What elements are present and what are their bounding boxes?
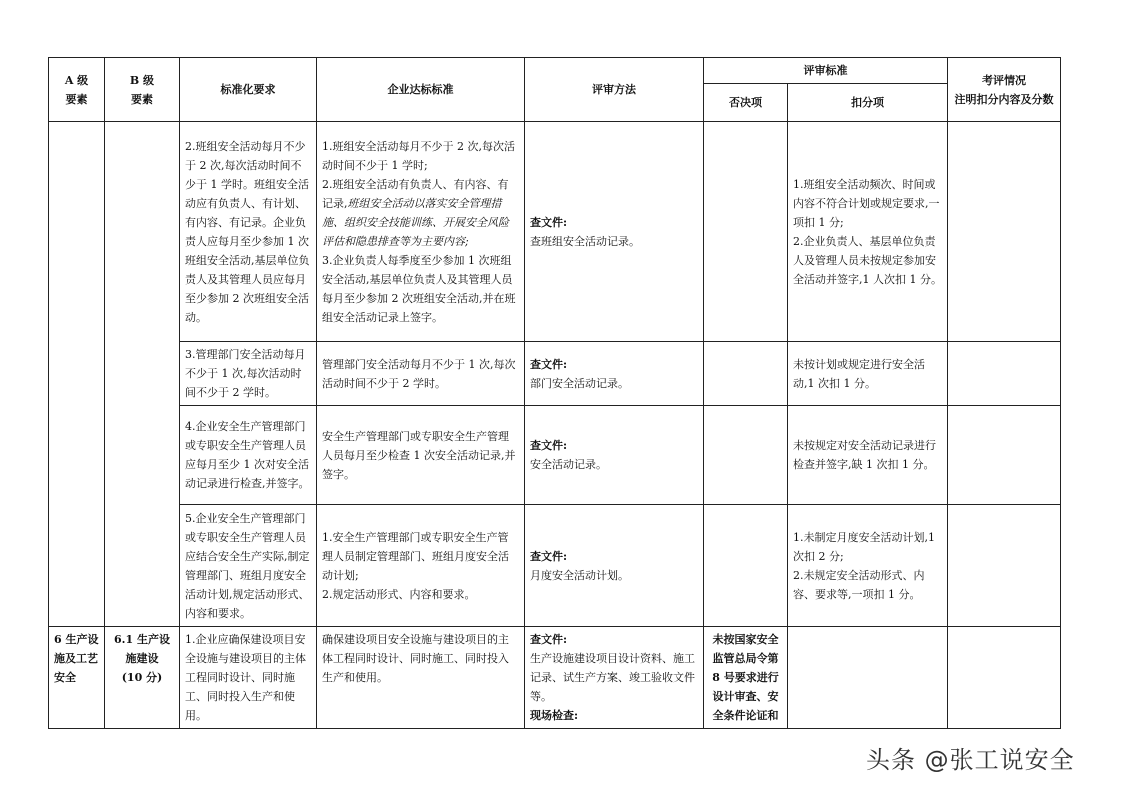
method-cell <box>525 342 704 406</box>
header-enterprise-standard: 企业达标标准 <box>317 58 525 122</box>
header-review-criteria: 评审标准 <box>704 58 948 84</box>
veto-cell <box>704 406 788 505</box>
method-label: 查文件: <box>530 357 568 371</box>
veto-cell <box>704 122 788 342</box>
table-row <box>49 342 1061 406</box>
method-cell <box>525 122 704 342</box>
a-level-cell: 6 生产设施及工艺安全 <box>49 627 105 729</box>
method-label: 查文件: <box>530 439 568 452</box>
standard-cell: 安全生产管理部门或专职安全生产管理人员每月至少检查 1 次安全活动记录,并签字。 <box>317 406 525 505</box>
table-row <box>49 627 1061 729</box>
table-row <box>49 505 1061 627</box>
requirement-cell: 4.企业安全生产管理部门或专职安全生产管理人员应每月至少 1 次对安全活动记录进行检查,并签字。 <box>180 406 317 505</box>
b-level-cell: 6.1 生产设施建设 (10 分) <box>105 627 180 729</box>
method-cell <box>525 406 704 505</box>
method-text: 生产设施建设项目设计资料、施工记录、试生产方案、竣工验收文件等。 <box>530 652 695 703</box>
watermark-text: 头条 @张工说安全 <box>866 746 1075 774</box>
standard-text: 1.班组安全活动每月不少于 2 次,每次活动时间不少于 1 学时; 2.班组安全活动有负责人、有内容、有记录, <box>322 139 515 210</box>
table-row <box>49 406 1061 505</box>
standard-cell: 管理部门安全活动每月不少于 1 次,每次活动时间不少于 2 学时。 <box>317 342 525 406</box>
method-label: 查文件: <box>530 549 568 563</box>
veto-cell <box>704 505 788 627</box>
veto-cell: 未按国家安全监管总局令第 8 号要求进行设计审查、安全条件论证和 <box>704 627 788 729</box>
standard-table <box>48 57 1061 729</box>
method-cell <box>525 627 704 729</box>
header-b-level: B 级 要素 <box>105 58 180 122</box>
header-review-method: 评审方法 <box>525 58 704 122</box>
method-label: 查文件: <box>530 633 568 646</box>
table-row <box>49 122 1061 342</box>
method-label-2: 现场检查: <box>530 709 579 722</box>
header-evaluation: 考评情况 注明扣分内容及分数 <box>948 58 1061 122</box>
veto-cell <box>704 342 788 406</box>
method-text: 月度安全活动计划。 <box>530 568 629 582</box>
evaluation-cell <box>948 505 1061 627</box>
header-requirement: 标准化要求 <box>180 58 317 122</box>
method-text: 查班组安全活动记录。 <box>530 234 640 248</box>
standard-text-3: 3.企业负责人每季度至少参加 1 次班组安全活动,基层单位负责人及其管理人员每月至少参加 2 次班组安全活动,并在班组安全活动记录上签字。 <box>322 253 516 324</box>
standard-cell: 确保建设项目安全设施与建设项目的主体工程同时设计、同时施工、同时投入生产和使用。 <box>317 627 525 729</box>
requirement-cell: 3.管理部门安全活动每月不少于 1 次,每次活动时间不少于 2 学时。 <box>180 342 317 406</box>
evaluation-cell <box>948 627 1061 729</box>
standard-italic-text: 班组安全活动以落实安全管理措施、组织安全技能训练、开展安全风险评估和隐患排查等为主要内容; <box>322 196 509 248</box>
deduction-cell: 1.未制定月度安全活动计划,1 次扣 2 分; 2.未规定安全活动形式、内容、要求等,一项扣 1 分。 <box>788 505 948 627</box>
b-level-cell-empty <box>105 122 180 627</box>
header-deduction: 扣分项 <box>788 84 948 122</box>
a-level-cell-empty <box>49 122 105 627</box>
deduction-cell: 未按规定对安全活动记录进行检查并签字,缺 1 次扣 1 分。 <box>788 406 948 505</box>
evaluation-cell <box>948 122 1061 342</box>
method-label: 查文件: <box>530 215 568 229</box>
header-a-level: A 级 要素 <box>49 58 105 122</box>
method-text: 安全活动记录。 <box>530 458 607 471</box>
requirement-cell: 1.企业应确保建设项目安全设施与建设项目的主体工程同时设计、同时施工、同时投入生产和使用。 <box>180 627 317 729</box>
deduction-cell: 1.班组安全活动频次、时间或内容不符合计划或规定要求,一项扣 1 分; 2.企业负责人、基层单位负责人及管理人员未按规定参加安全活动并签字,1 人次扣 1 分。 <box>788 122 948 342</box>
evaluation-cell <box>948 342 1061 406</box>
requirement-cell: 2.班组安全活动每月不少于 2 次,每次活动时间不少于 1 学时。班组安全活动应有负责人、有计划、有内容、有记录。企业负责人应每月至少参加 1 次班组安全活动,基层单位负责人及其管理人员应每月至少参加 2 次班组安全活动。 <box>180 122 317 342</box>
deduction-cell: 未按计划或规定进行安全活动,1 次扣 1 分。 <box>788 342 948 406</box>
method-cell <box>525 505 704 627</box>
method-text: 部门安全活动记录。 <box>530 376 629 390</box>
header-row-1 <box>49 58 1061 84</box>
standard-cell <box>317 122 525 342</box>
header-veto: 否决项 <box>704 84 788 122</box>
standard-cell: 1.安全生产管理部门或专职安全生产管理人员制定管理部门、班组月度安全活动计划; 2.规定活动形式、内容和要求。 <box>317 505 525 627</box>
requirement-cell: 5.企业安全生产管理部门或专职安全生产管理人员应结合安全生产实际,制定管理部门、班组月度安全活动计划,规定活动形式、内容和要求。 <box>180 505 317 627</box>
evaluation-cell <box>948 406 1061 505</box>
deduction-cell <box>788 627 948 729</box>
